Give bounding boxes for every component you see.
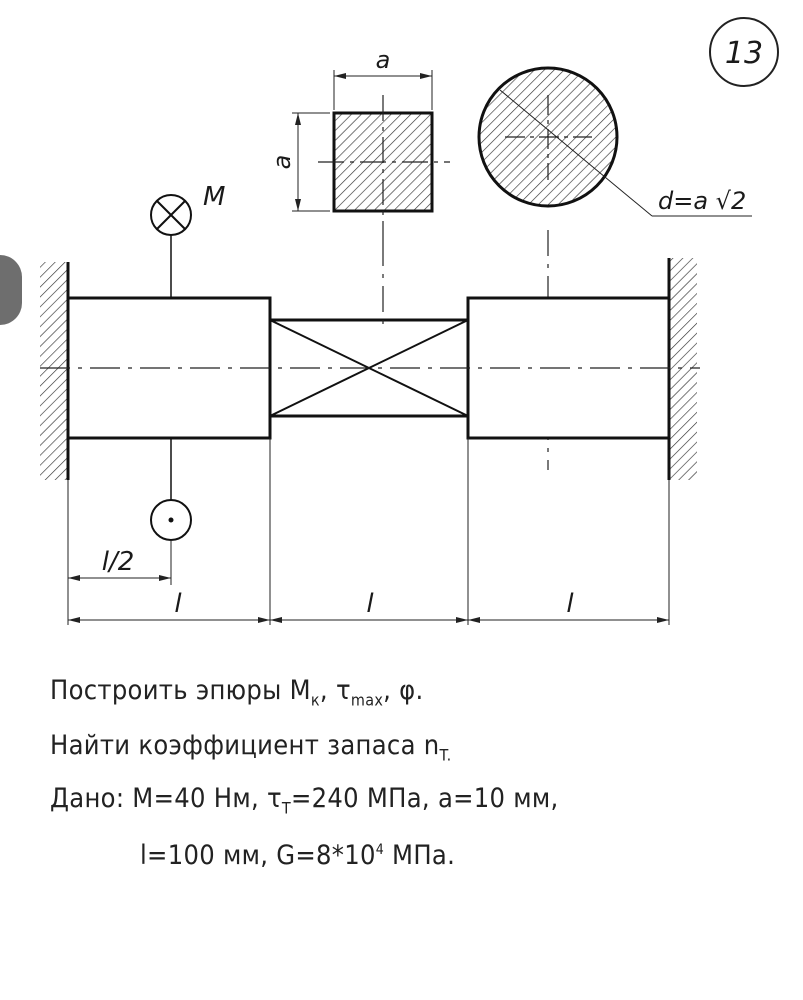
task-line-3: Дано: M=40 Нм, $\tau_T=240$ МПа, a=10 мм,: [50, 783, 559, 818]
diameter-label: d=a √2: [658, 187, 747, 215]
span-1-label: l: [174, 589, 182, 619]
task-line-1: Построить эпюры $M_к$, $\tau_{max}$, φ.: [50, 675, 424, 710]
moment-label: M: [203, 182, 226, 212]
span-2-label: l: [366, 589, 374, 619]
problem-number: [710, 18, 778, 86]
right-fixed-support: [669, 258, 697, 480]
svg-text:13: 13: [724, 36, 764, 71]
square-side-top-label: a: [375, 46, 391, 74]
moment-out-symbol: [151, 438, 191, 540]
task-line-2: Найти коэффициент запаса $n_{T.}$: [50, 730, 452, 765]
span-3-label: l: [566, 589, 574, 619]
square-section: [268, 46, 450, 240]
moment-into-symbol: [151, 182, 225, 298]
shaft: [40, 240, 700, 438]
half-length-label: l/2: [101, 547, 135, 577]
left-fixed-support: [40, 262, 68, 480]
task-line-4: l=100 мм, $G=8*10^4$ МПа.: [140, 840, 456, 871]
square-side-left-label: a: [268, 154, 296, 170]
